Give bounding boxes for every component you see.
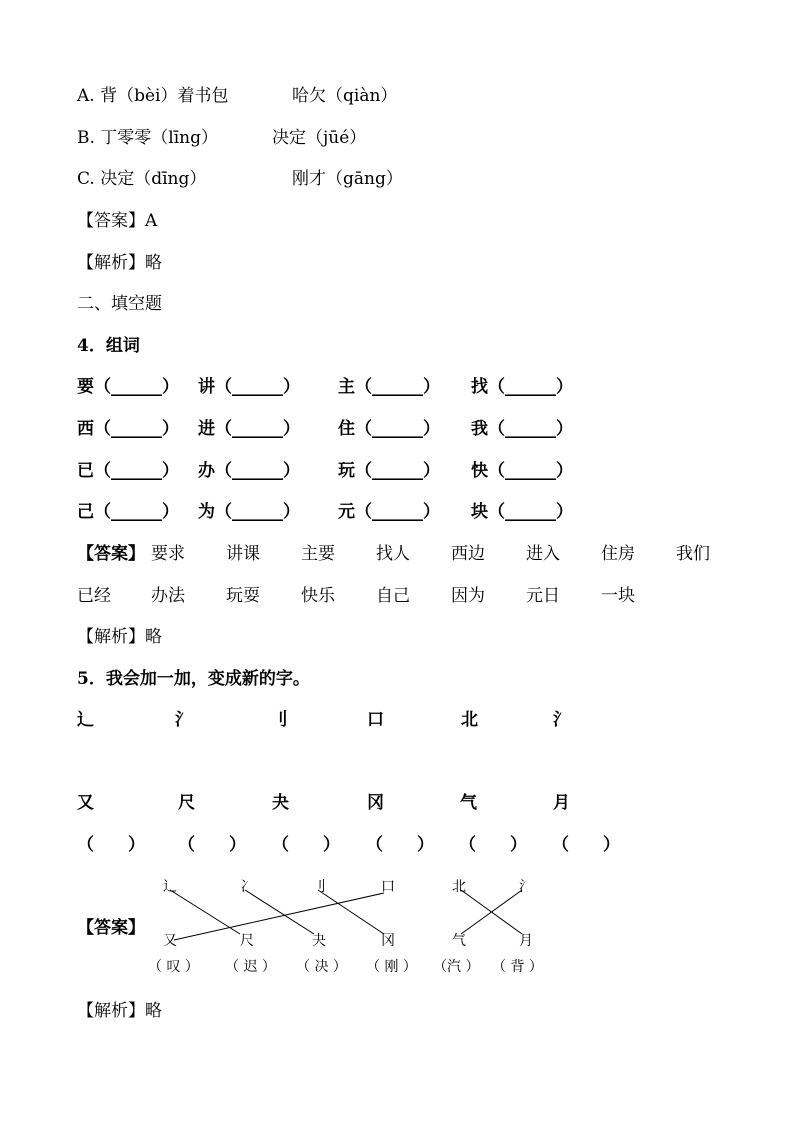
diagram-radical: 刂 bbox=[312, 879, 326, 895]
answer-word: 进入 bbox=[526, 544, 560, 564]
word-blank[interactable]: 西（______） bbox=[77, 419, 179, 439]
diagram-radical: 北 bbox=[452, 879, 466, 895]
analysis-value: 略 bbox=[145, 253, 162, 273]
word-blank[interactable]: 讲（______） bbox=[198, 377, 300, 397]
diagram-component: 冈 bbox=[381, 933, 395, 949]
radical: 辶 bbox=[77, 710, 94, 730]
answer-blank[interactable]: （ ） bbox=[77, 835, 145, 855]
component: 冈 bbox=[367, 793, 384, 813]
answer-word: 住房 bbox=[601, 544, 635, 564]
answer-word: 已经 bbox=[77, 586, 111, 606]
radical: 口 bbox=[367, 710, 384, 730]
diagram-component: 尺 bbox=[240, 933, 254, 949]
section-title: 二、填空题 bbox=[77, 294, 162, 314]
component: 又 bbox=[77, 793, 94, 813]
word-blank[interactable]: 为（______） bbox=[198, 502, 300, 522]
analysis-label: 【解析】 bbox=[77, 627, 145, 647]
word-blank[interactable]: 进（______） bbox=[198, 419, 300, 439]
option-c-part2: 刚才（gāng） bbox=[292, 169, 403, 189]
analysis-value: 略 bbox=[145, 1001, 162, 1021]
diagram-result: （ 刚 ） bbox=[366, 959, 417, 975]
word-blank[interactable]: 找（______） bbox=[471, 377, 573, 397]
answer-word: 主要 bbox=[301, 544, 335, 564]
diagram-radical: 口 bbox=[381, 879, 395, 895]
word-blank[interactable]: 已（______） bbox=[77, 461, 179, 481]
diagram-component: 夬 bbox=[312, 933, 326, 949]
q4-answer-label: 【答案】 bbox=[77, 544, 145, 564]
diagram-result: （ 背 ） bbox=[492, 959, 543, 975]
diagram-radical: 氵 bbox=[519, 879, 533, 895]
word-blank[interactable]: 要（______） bbox=[77, 377, 179, 397]
q4-title: 4．组词 bbox=[77, 336, 140, 356]
match-line bbox=[245, 890, 314, 934]
answer-word: 快乐 bbox=[301, 586, 335, 606]
component: 气 bbox=[460, 793, 477, 813]
option-b-part1: B. 丁零零（līng） bbox=[77, 128, 219, 148]
option-b-part2: 决定（jūé） bbox=[272, 128, 367, 148]
answer-word: 自己 bbox=[376, 586, 410, 606]
radical: 氵 bbox=[553, 710, 570, 730]
match-line bbox=[174, 893, 384, 940]
diagram-component: 又 bbox=[163, 933, 177, 949]
word-blank[interactable]: 办（______） bbox=[198, 461, 300, 481]
match-line bbox=[318, 890, 384, 934]
word-blank[interactable]: 快（______） bbox=[471, 461, 573, 481]
answer-label: 【答案】 bbox=[77, 211, 145, 231]
radical: 刂 bbox=[271, 710, 288, 730]
diagram-radical: 辶 bbox=[163, 879, 177, 895]
answer-word: 我们 bbox=[676, 544, 710, 564]
word-blank[interactable]: 元（______） bbox=[338, 502, 440, 522]
word-blank[interactable]: 玩（______） bbox=[338, 461, 440, 481]
diagram-radical: 冫 bbox=[240, 879, 254, 895]
answer-value: A bbox=[145, 211, 158, 231]
analysis-label: 【解析】 bbox=[77, 1001, 145, 1021]
answer-blank[interactable]: （ ） bbox=[272, 835, 340, 855]
answer-word: 要求 bbox=[151, 544, 185, 564]
diagram-result: （ 叹 ） bbox=[148, 959, 199, 975]
analysis-value: 略 bbox=[145, 627, 162, 647]
word-blank[interactable]: 块（______） bbox=[471, 502, 573, 522]
answer-word: 找人 bbox=[376, 544, 410, 564]
analysis-label: 【解析】 bbox=[77, 253, 145, 273]
answer-word: 元日 bbox=[526, 586, 560, 606]
q5-title: 5．我会加一加，变成新的字。 bbox=[77, 669, 310, 689]
option-a-part2: 哈欠（qiàn） bbox=[292, 86, 398, 106]
answer-word: 西边 bbox=[451, 544, 485, 564]
radical: 氵 bbox=[175, 710, 192, 730]
answer-blank[interactable]: （ ） bbox=[552, 835, 620, 855]
word-blank[interactable]: 住（______） bbox=[338, 419, 440, 439]
answer-word: 因为 bbox=[451, 586, 485, 606]
answer-blank[interactable]: （ ） bbox=[459, 835, 527, 855]
diagram-result: （汽 ） bbox=[433, 959, 480, 975]
word-blank[interactable]: 主（______） bbox=[338, 377, 440, 397]
component: 尺 bbox=[178, 793, 195, 813]
option-c-part1: C. 决定（dīng） bbox=[77, 169, 207, 189]
word-blank[interactable]: 我（______） bbox=[471, 419, 573, 439]
q5-answer-label: 【答案】 bbox=[77, 918, 145, 938]
radical: 北 bbox=[461, 710, 478, 730]
option-a-part1: A. 背（bèi）着书包 bbox=[77, 86, 229, 106]
diagram-component: 月 bbox=[519, 933, 533, 949]
answer-blank[interactable]: （ ） bbox=[366, 835, 434, 855]
diagram-result: （ 决 ） bbox=[296, 959, 347, 975]
component: 月 bbox=[553, 793, 570, 813]
answer-word: 讲课 bbox=[226, 544, 260, 564]
answer-word: 办法 bbox=[151, 586, 185, 606]
answer-blank[interactable]: （ ） bbox=[178, 835, 246, 855]
q5-analysis bbox=[77, 1001, 162, 1021]
answer-word: 玩耍 bbox=[226, 586, 260, 606]
diagram-component: 气 bbox=[452, 933, 466, 949]
component: 夬 bbox=[272, 793, 289, 813]
word-blank[interactable]: 己（______） bbox=[77, 502, 179, 522]
answer-word: 一块 bbox=[601, 586, 635, 606]
diagram-result: （ 迟 ） bbox=[225, 959, 276, 975]
